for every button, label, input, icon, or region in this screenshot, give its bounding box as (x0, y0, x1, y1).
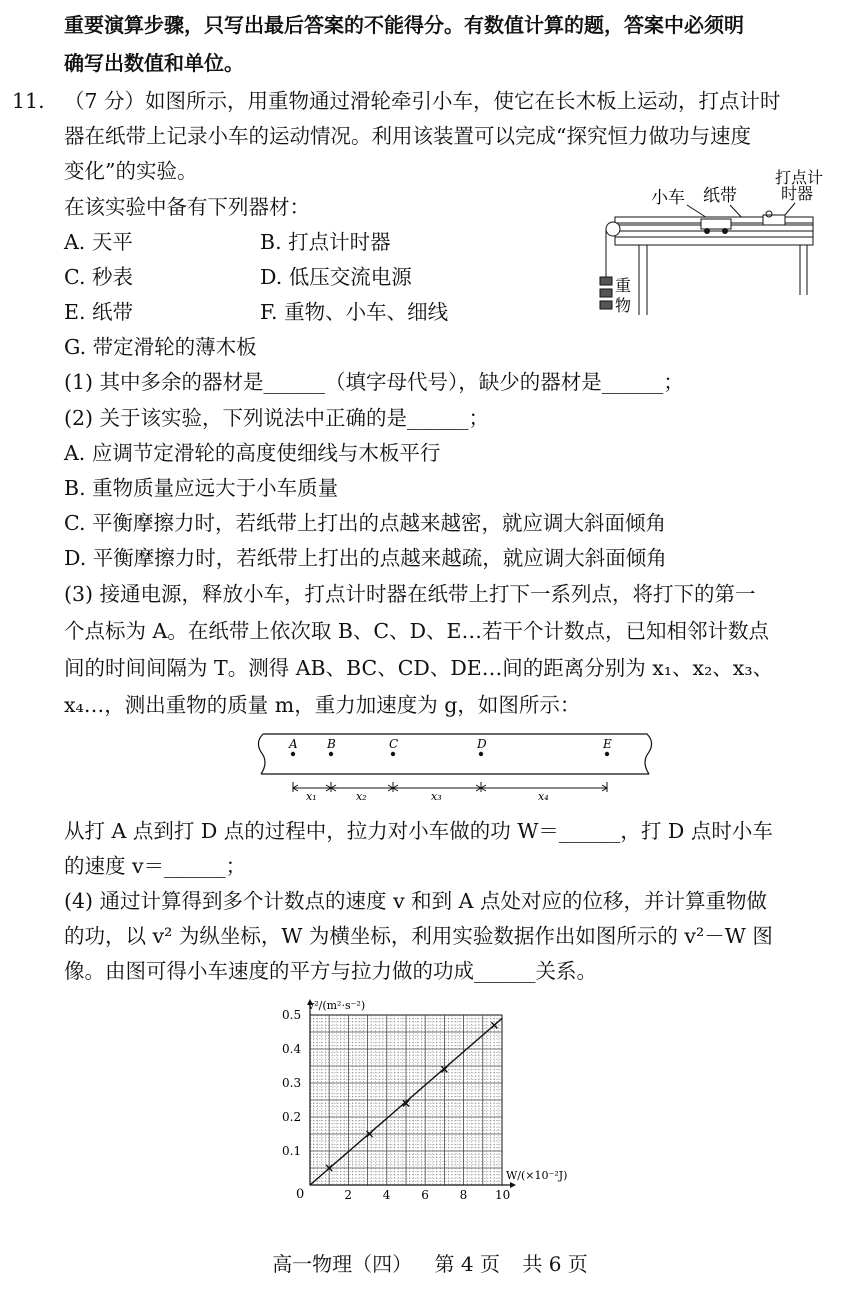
tape-label-A: A (289, 737, 298, 751)
chart-x-tick-8: 8 (459, 1188, 468, 1202)
chart-x-tick-2: 2 (344, 1188, 353, 1202)
tape-segment-label-2: x₂ (356, 790, 367, 803)
chart-origin-label: 0 (296, 1187, 305, 1202)
intro-line-1: 重要演算步骤，只写出最后答案的不能得分。有数值计算的题，答案中必须明 (64, 13, 744, 37)
v2-w-chart (270, 995, 590, 1210)
equipment-c: C. 秒表 (64, 265, 133, 289)
apparatus-diagram (595, 165, 825, 325)
chart-y-tick-0.1: 0.1 (282, 1144, 302, 1158)
tape-label-B: B (327, 737, 336, 751)
footer-total: 共 6 页 (522, 1252, 588, 1276)
chart-y-tick-0.3: 0.3 (282, 1076, 302, 1090)
equipment-b: B. 打点计时器 (260, 230, 391, 254)
part-3-question-2: 的速度 v＝______； (64, 854, 247, 878)
part-2: (2) 关于该实验，下列说法中正确的是______； (64, 406, 490, 430)
option-d: D. 平衡摩擦力时，若纸带上打出的点越来越疏，就应调大斜面倾角 (64, 546, 667, 570)
intro-line-2: 确写出数值和单位。 (64, 51, 244, 75)
chart-y-tick-0.4: 0.4 (282, 1042, 302, 1056)
tape-point-A (291, 752, 295, 756)
chart-x-tick-6: 6 (421, 1188, 429, 1202)
tape-label-E: E (603, 737, 612, 751)
part-4-line-2: 的功，以 v² 为纵坐标，W 为横坐标，利用实验数据作出如图所示的 v²－W 图 (64, 924, 773, 948)
tape-segment-label-4: x₄ (538, 790, 549, 803)
tape-point-E (605, 752, 609, 756)
chart-x-label: W/(×10⁻²J) (506, 1169, 568, 1182)
label-weight-1: 重 (615, 276, 632, 295)
part-4-line-3: 像。由图可得小车速度的平方与拉力做的功成______关系。 (64, 959, 597, 983)
equipment-d: D. 低压交流电源 (260, 265, 412, 289)
chart-x-tick-10: 10 (495, 1188, 511, 1202)
label-weight-2: 物 (615, 296, 632, 315)
tape-segment-label-1: x₁ (306, 790, 317, 803)
tape-point-D (479, 752, 483, 756)
part-1: (1) 其中多余的器材是______（填字母代号），缺少的器材是______； (64, 370, 684, 394)
tape-point-B (329, 752, 333, 756)
tape-point-C (391, 752, 395, 756)
page-footer (0, 1248, 860, 1277)
tape-segment-label-3: x₃ (431, 790, 442, 803)
part-3-line-1: (3) 接通电源，释放小车，打点计时器在纸带上打下一系列点，将打下的第一 (64, 582, 756, 606)
question-stem-2: 器在纸带上记录小车的运动情况。利用该装置可以完成“探究恒力做功与速度 (64, 124, 751, 148)
part-3-line-2: 个点标为 A。在纸带上依次取 B、C、D、E…若干个计数点，已知相邻计数点 (64, 619, 769, 643)
footer-subject: 高一物理（四） (272, 1252, 413, 1276)
option-b: B. 重物质量应远大于小车质量 (64, 476, 339, 500)
part-4-line-1: (4) 通过计算得到多个计数点的速度 v 和到 A 点处对应的位移，并计算重物做 (64, 889, 768, 913)
label-cart: 小车 (651, 188, 685, 208)
chart-x-tick-4: 4 (382, 1188, 391, 1202)
tape-label-D: D (477, 737, 487, 751)
label-tape: 纸带 (703, 186, 737, 206)
equipment-g: G. 带定滑轮的薄木板 (64, 335, 257, 359)
equipment-a: A. 天平 (64, 230, 133, 254)
part-3-line-4: x₄…，测出重物的质量 m，重力加速度为 g，如图所示： (64, 693, 581, 717)
label-timer-1: 打点计 (775, 168, 824, 187)
equipment-f: F. 重物、小车、细线 (260, 300, 449, 324)
paper-tape-figure (255, 730, 655, 805)
tape-label-C: C (389, 737, 399, 751)
label-timer-2: 时器 (781, 184, 814, 203)
question-stem-1: （7 分）如图所示，用重物通过滑轮牵引小车，使它在长木板上运动，打点计时 (64, 89, 781, 113)
chart-y-tick-0.5: 0.5 (282, 1008, 302, 1022)
chart-y-label: v²/(m²·s⁻²) (308, 999, 366, 1012)
equipment-intro: 在该实验中备有下列器材： (64, 195, 310, 219)
equipment-e: E. 纸带 (64, 300, 133, 324)
option-c: C. 平衡摩擦力时，若纸带上打出的点越来越密，就应调大斜面倾角 (64, 511, 666, 535)
question-number: 11. (12, 89, 45, 113)
part-3-line-3: 间的时间间隔为 T。测得 AB、BC、CD、DE…间的距离分别为 x₁、x₂、x₃、 (64, 656, 774, 680)
question-stem-3: 变化”的实验。 (64, 159, 198, 183)
part-3-question-1: 从打 A 点到打 D 点的过程中，拉力对小车做的功 W＝______，打 D 点时小车 (64, 819, 773, 843)
option-a: A. 应调节定滑轮的高度使细线与木板平行 (64, 441, 441, 465)
footer-page: 第 4 页 (434, 1252, 500, 1276)
chart-y-tick-0.2: 0.2 (282, 1110, 302, 1124)
